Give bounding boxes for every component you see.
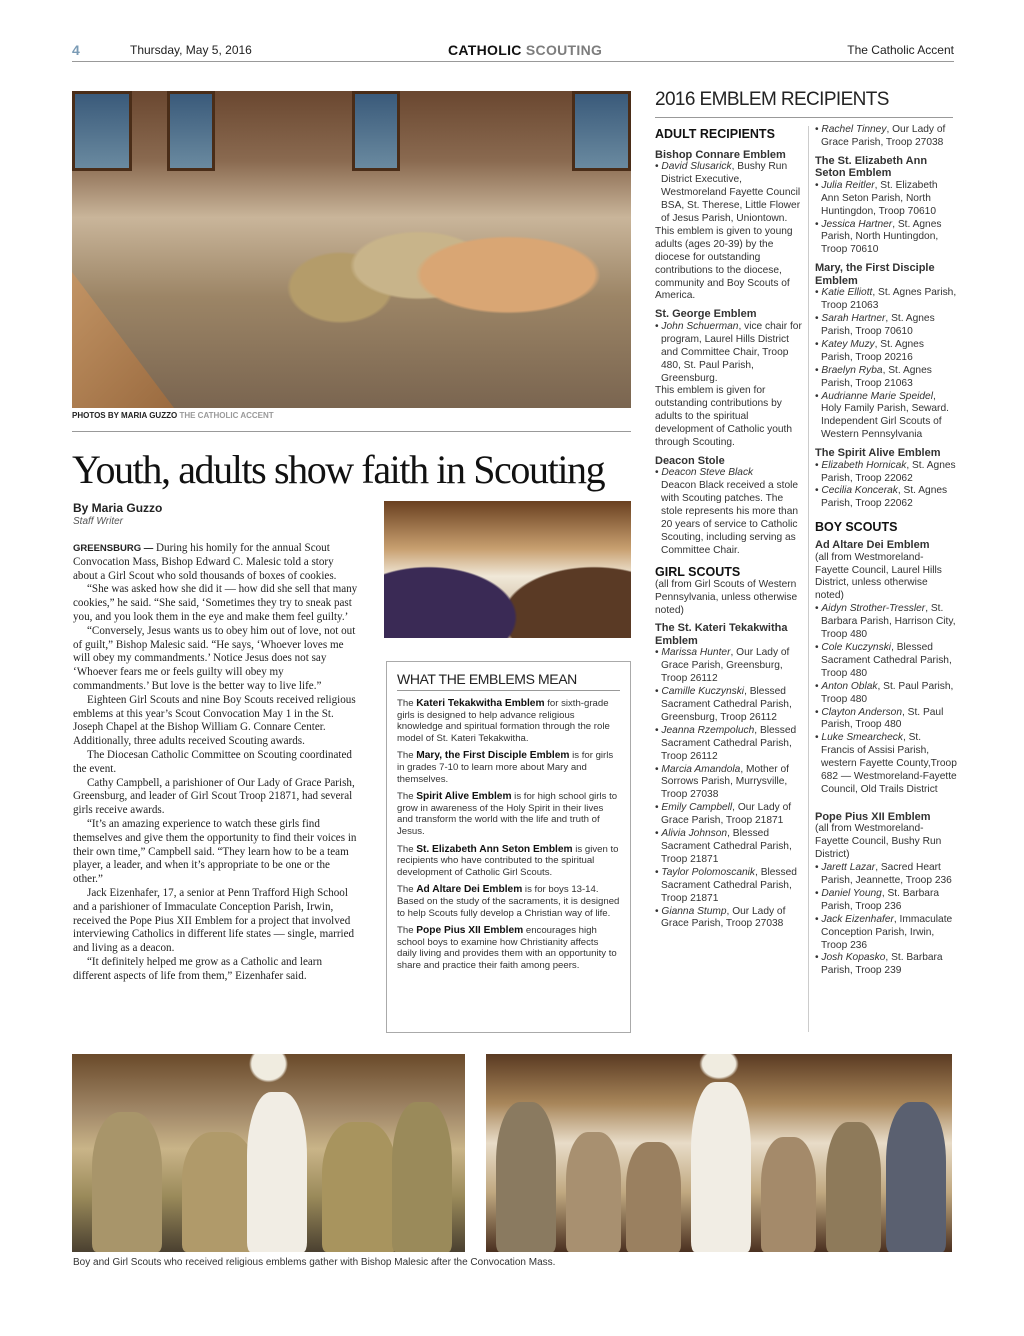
- page-header: [72, 38, 954, 62]
- recipient-item: • John Schuerman, vice chair for program, Laurel Hills District and Committee Chair, Troop 480, St. Paul Parish, Greensburg.: [655, 320, 802, 384]
- section-title-bold: CATHOLIC: [448, 42, 522, 58]
- stained-glass-window: [352, 91, 400, 171]
- emblems-sidebar: [386, 661, 631, 1033]
- recipient-item: • Braelyn Ryba, St. Agnes Parish, Troop 21063: [815, 364, 932, 389]
- recipient-item: • Luke Smearcheck, St. Francis of Assisi Parish, western Fayette County,Troop 682 — Westmoreland-Fayette Council, Old Trails District: [815, 732, 957, 795]
- recipient-item: • Taylor Polomoscanik, Blessed Sacrament Cathedral Parish, Troop 21871: [655, 866, 797, 904]
- scout-figure: [566, 1132, 621, 1252]
- article-headline: Youth, adults show faith in Scouting: [72, 447, 605, 492]
- emblem-heading: Deacon Stole: [655, 454, 725, 467]
- emblem-name: St. Elizabeth Ann Seton Emblem: [416, 843, 573, 855]
- scout-figure: [322, 1122, 397, 1252]
- column-divider: [808, 126, 809, 1032]
- emblem-note: This emblem is given to young adults (ages 20-39) by the diocese for outstanding contributions to the diocese, community and Boy Scouts of America.: [655, 225, 793, 302]
- group-note: (all from Westmoreland-Fayette Council, Laurel Hills District, unless otherwise noted): [815, 551, 942, 602]
- emblem-name: Spirit Alive Emblem: [416, 791, 512, 803]
- recipient-item: • Camille Kuczynski, Blessed Sacrament Cathedral Parish, Greensburg, Troop 26112: [655, 686, 792, 723]
- emblem-description: The St. Elizabeth Ann Seton Emblem is given to recipients who have contributed to the spiritual development of Catholic Girl Scouts.: [397, 843, 619, 878]
- stained-glass-window: [72, 91, 132, 171]
- article-paragraph: [73, 542, 360, 583]
- photo-credit-org: THE CATHOLIC ACCENT: [179, 411, 274, 420]
- boy-scouts-heading: BOY SCOUTS: [815, 520, 898, 535]
- byline-title: Staff Writer: [73, 516, 124, 527]
- divider: [72, 431, 631, 432]
- recipients-title: 2016 EMBLEM RECIPIENTS: [655, 89, 953, 118]
- page-number: 4: [72, 42, 80, 58]
- emblem-name: Pope Pius XII Emblem: [416, 925, 524, 937]
- recipient-item: • Marissa Hunter, Our Lady of Grace Parish, Greensburg, Troop 26112: [655, 647, 790, 685]
- emblem-heading: The St. Kateri Tekakwitha Emblem: [655, 622, 788, 647]
- photo-caption: Boy and Girl Scouts who received religious emblems gather with Bishop Malesic after the Convocation Mass.: [73, 1257, 556, 1268]
- article-paragraph: Jack Eizenhafer, 17, a senior at Penn Trafford High School and a parishioner of Immaculate Conception Parish, Irwin, received the Pope Pius XII Emblem for a project that involved interviewing Catholics in different life states — single, married and living as a deacon.: [73, 886, 355, 955]
- recipients-column-left: [655, 126, 803, 931]
- scout-figure: [496, 1102, 556, 1252]
- recipient-item: • Marcia Amandola, Mother of Sorrows Parish, Murrysville, Troop 27038: [655, 763, 790, 801]
- article-paragraph: Eighteen Girl Scouts and nine Boy Scouts received religious emblems at this year’s Scout Convocation May 1 in the St. Joseph Chapel at the Bishop William G. Connare Center. Additionally, three adults received Scouting awards.: [73, 693, 356, 748]
- issue-date: Thursday, May 5, 2016: [130, 43, 252, 57]
- recipient-item: • Cole Kuczynski, Blessed Sacrament Cathedral Parish, Troop 480: [815, 642, 952, 679]
- recipient-item: • Aidyn Strother-Tressler, St. Barbara Parish, Harrison City, Troop 480: [815, 603, 956, 641]
- publication-name: The Catholic Accent: [847, 43, 954, 57]
- emblem-note: Deacon Black received a stole with Scouting patches. The stole represents his more than 20 years of service to Catholic Scouting, including serving as Committee Chair.: [661, 480, 799, 556]
- recipient-item: • Sarah Hartner, St. Agnes Parish, Troop 70610: [815, 313, 935, 337]
- recipient-item: • Elizabeth Hornicak, St. Agnes Parish, Troop 22062: [815, 459, 956, 484]
- recipient-item: • Julia Reitler, St. Elizabeth Ann Seton Parish, North Huntingdon, Troop 70610: [815, 179, 938, 217]
- article-paragraph: “It definitely helped me grow as a Catholic and learn different aspects of life from them,” Eizenhafer said.: [73, 955, 323, 982]
- emblem-description: The Kateri Tekakwitha Emblem for sixth-grade girls is designed to help advance religious knowledge and spiritual formation through the role model of St. Kateri Tekakwitha.: [397, 698, 610, 744]
- article-paragraph: Cathy Campbell, a parishioner of Our Lady of Grace Parish, Greensburg, and leader of Girl Scout Troop 21871, had several girls receive awards.: [73, 776, 355, 817]
- stained-glass-window: [572, 91, 631, 171]
- recipient-item: • Clayton Anderson, St. Paul Parish, Troop 480: [815, 706, 944, 731]
- scout-figure: [886, 1102, 946, 1252]
- recipient-item: • Deacon Steve Black: [655, 467, 754, 479]
- scout-figure: [392, 1102, 452, 1252]
- byline: By Maria Guzzo: [73, 501, 163, 515]
- recipient-item: • Jeanna Rzempoluch, Blessed Sacrament Cathedral Parish, Troop 26112: [655, 724, 797, 762]
- emblem-description: The Mary, the First Disciple Emblem is for girls in grades 7-10 to learn more about Mary and themselves.: [397, 750, 614, 785]
- girl-scouts-heading: GIRL SCOUTS: [655, 564, 741, 579]
- recipient-item: • Audrianne Marie Speidel, Holy Family Parish, Seward. Independent Girl Scouts of Western Pennsylvania: [815, 390, 949, 441]
- emblem-name: Kateri Tekakwitha Emblem: [416, 698, 545, 709]
- convocation-mass-photo: [72, 91, 631, 408]
- paragraph-text: During his homily for the annual Scout Convocation Mass, Bishop Edward C. Malesic told a story about a Girl Scout who sold thousands of boxes of cookies.: [73, 542, 337, 582]
- section-title-light: SCOUTING: [525, 42, 603, 58]
- recipient-list: [655, 647, 803, 931]
- emblem-heading: Ad Altare Dei Emblem: [815, 539, 930, 552]
- recipients-column-right: [815, 124, 957, 978]
- bishop-figure: [691, 1082, 751, 1252]
- recipient-item: • Katey Muzy, St. Agnes Parish, Troop 20216: [815, 338, 924, 363]
- scout-figure: [92, 1112, 162, 1252]
- photo-credit: [72, 411, 274, 420]
- article-paragraph: “It’s an amazing experience to watch these girls find themselves and give them the opportunity to find their voices in their own time,” Campbell said. “They learn how to be a team player, a leader, and when it’s appropriate to be one or the other.”: [73, 817, 357, 886]
- recipient-item: • Cecilia Koncerak, St. Agnes Parish, Troop 22062: [815, 485, 948, 510]
- article-paragraph: “She was asked how she did it — how did she sell that many cookies,” he said. “She said, ‘Sometimes they try to sneak past you, and you look them in the eye and make them feel guilty.’: [73, 583, 358, 623]
- scout-figure: [761, 1137, 816, 1252]
- emblem-heading: The Spirit Alive Emblem: [815, 447, 941, 460]
- article-body: [73, 542, 360, 984]
- emblem-heading: Pope Pius XII Emblem: [815, 810, 931, 823]
- group-note: (all from Girl Scouts of Western Pennsylvania, unless otherwise noted): [655, 578, 798, 616]
- adult-recipients-heading: ADULT RECIPIENTS: [655, 127, 775, 141]
- emblem-heading: St. George Emblem: [655, 308, 757, 321]
- scout-figure: [182, 1132, 257, 1252]
- church-pew: [72, 238, 242, 408]
- recipient-item: • Jessica Hartner, St. Agnes Parish, North Huntingdon, Troop 70610: [815, 218, 942, 256]
- recipient-item: • Daniel Young, St. Barbara Parish, Troop 236: [815, 887, 940, 912]
- recipient-item: • Josh Kopasko, St. Barbara Parish, Troop 239: [815, 952, 943, 977]
- emblem-heading: The St. Elizabeth Ann Seton Emblem: [815, 154, 928, 180]
- emblem-description: The Spirit Alive Emblem is for high school girls to grow in awareness of the Holy Spirit in their lives and transform the world with the life and truth of Jesus.: [397, 791, 618, 837]
- emblem-description: The Pope Pius XII Emblem encourages high school boys to examine how Christianity affects daily living and provides them with an opportunity to share and practice their faith among peers.: [397, 925, 617, 971]
- scout-figure: [826, 1122, 881, 1252]
- emblem-description: The Ad Altare Dei Emblem is for boys 13-14. Based on the study of the sacraments, it is designed to help Scouts fully develop a Christian way of life.: [397, 884, 620, 919]
- stained-glass-window: [167, 91, 215, 171]
- scout-figure: [626, 1142, 681, 1252]
- recipient-item: • Rachel Tinney, Our Lady of Grace Parish, Troop 27038: [815, 124, 946, 148]
- boy-scouts-group-photo: [72, 1054, 465, 1252]
- emblems-box-title: WHAT THE EMBLEMS MEAN: [397, 671, 620, 691]
- recipient-item: • Alivia Johnson, Blessed Sacrament Cathedral Parish, Troop 21871: [655, 828, 792, 865]
- emblem-heading: Mary, the First Disciple Emblem: [815, 262, 935, 287]
- emblem-note: This emblem is given for outstanding contributions by adults to the spiritual development of Catholic youth through Scouting.: [655, 385, 793, 449]
- group-note: (all from Westmoreland-Fayette Council, Bushy Run District): [815, 823, 942, 861]
- recipient-item: • Emily Campbell, Our Lady of Grace Parish, Troop 21871: [655, 802, 792, 827]
- recipient-item: • Gianna Stump, Our Lady of Grace Parish, Troop 27038: [655, 905, 786, 930]
- emblem-heading: Bishop Connare Emblem: [655, 148, 786, 161]
- recipient-item: • Anton Oblak, St. Paul Parish, Troop 480: [815, 680, 954, 705]
- article-paragraph: The Diocesan Catholic Committee on Scouting coordinated the event.: [73, 748, 352, 775]
- recipient-item: • David Slusarick, Bushy Run District Executive, Westmoreland Fayette Council BSA, St. Therese, Little Flower of Jesus Parish, Uniontown.: [655, 161, 801, 225]
- article-paragraph: “Conversely, Jesus wants us to obey him out of love, not out of guilt,” Bishop Malesic said. “He says, ‘Whoever loves me will obey my commandments.’ Notice Jesus does not say ‘Whoever fears me or feels guilty will obey my commandments.’ But love is the better way to live life.”: [73, 624, 356, 692]
- emblem-name: Mary, the First Disciple Emblem: [416, 750, 570, 762]
- recipient-item: • Katie Elliott, St. Agnes Parish, Troop 21063: [815, 287, 957, 312]
- recipient-item: • Jack Eizenhafer, Immaculate Conception Parish, Irwin, Troop 236: [815, 913, 953, 951]
- section-title: [448, 42, 602, 58]
- altar-photo: [384, 501, 631, 638]
- girl-scouts-group-photo: [486, 1054, 952, 1252]
- recipient-item: • Jarett Lazar, Sacred Heart Parish, Jeannette, Troop 236: [815, 862, 952, 886]
- dateline: GREENSBURG —: [73, 543, 154, 554]
- bishop-figure: [247, 1092, 307, 1252]
- photo-credit-name: PHOTOS BY MARIA GUZZO: [72, 411, 178, 420]
- emblem-name: Ad Altare Dei Emblem: [416, 884, 523, 896]
